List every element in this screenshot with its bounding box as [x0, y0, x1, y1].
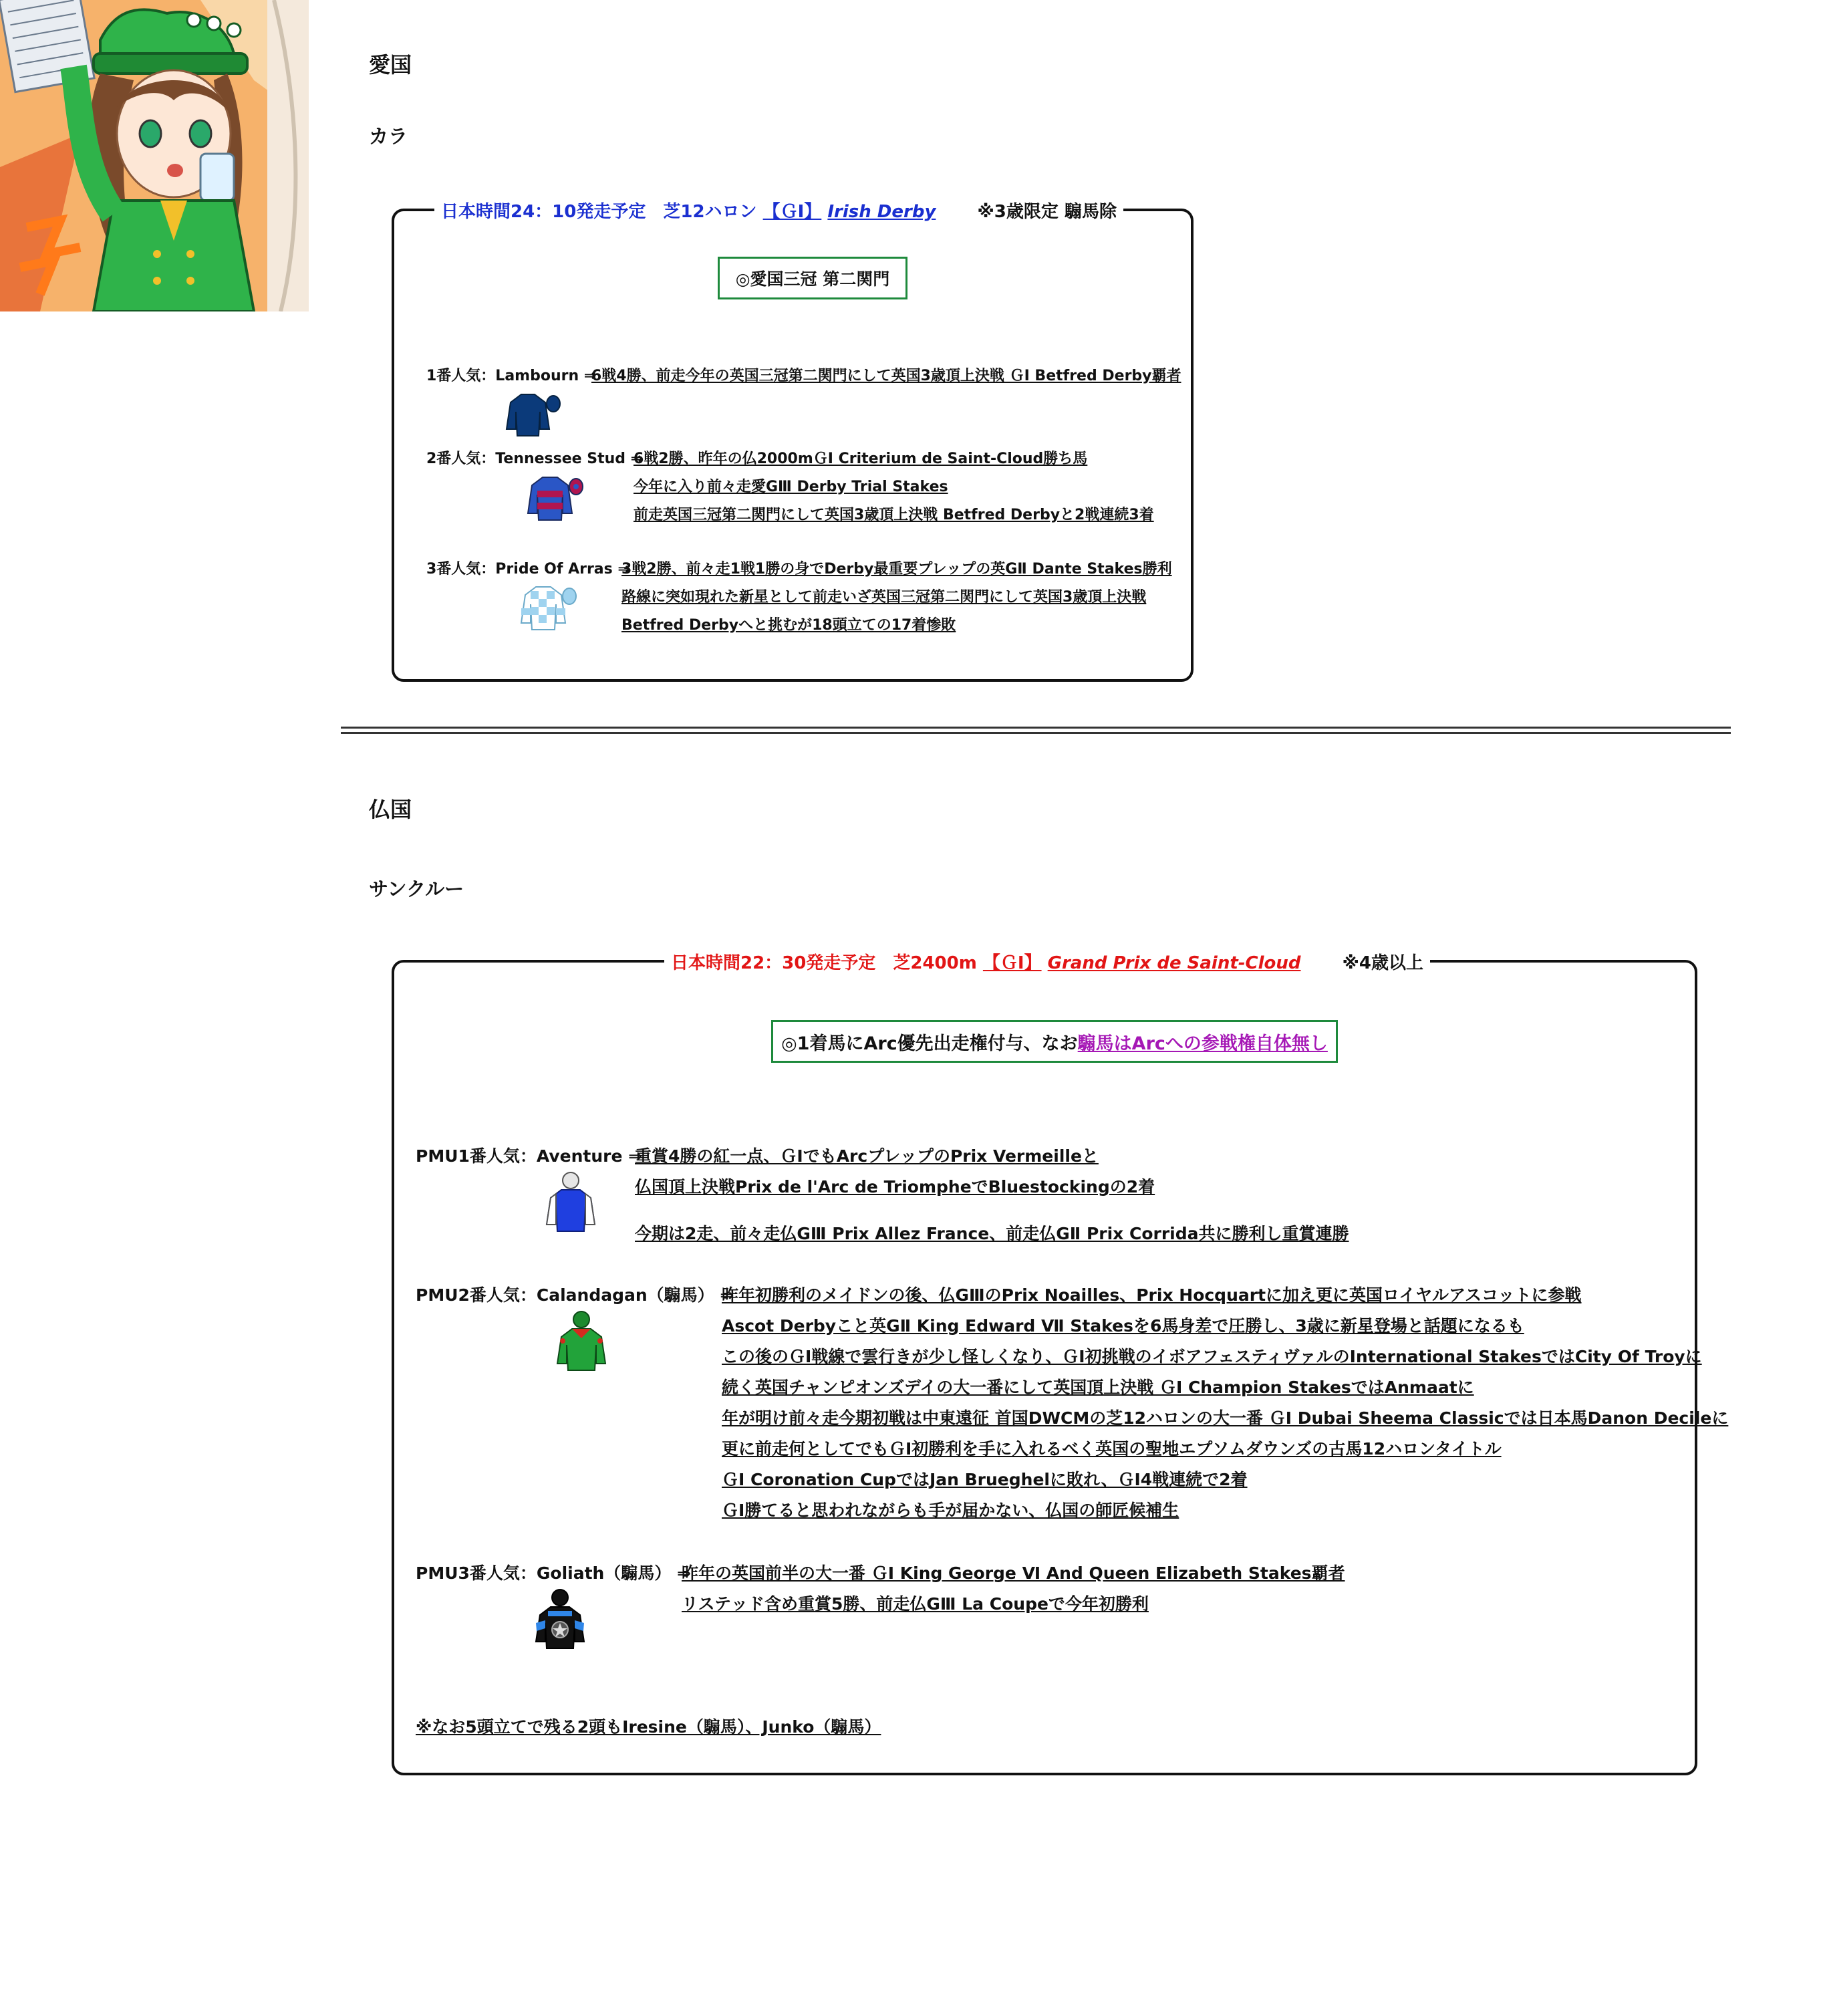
race-time: 日本時間22：30発走予定 芝2400m: [671, 953, 977, 973]
silk-green-red-icon: [553, 1310, 609, 1372]
race-footnote[interactable]: ※なお5頭立てで残る2頭もIresine（騸馬）、Junko（騸馬）: [416, 1717, 881, 1737]
silk-navy-icon: [501, 389, 561, 437]
race-condition-note: ※4歳以上: [1342, 953, 1424, 973]
race-highlight-note: [718, 257, 907, 299]
anime-girl-illustration-icon: [0, 0, 309, 311]
entry-comment-line[interactable]: ＧⅠ Coronation CupではJan Brueghelに敗れ、ＧⅠ4戦連続で2着: [722, 1470, 1248, 1489]
venue-heading-saint-cloud: サンクルー: [369, 878, 464, 900]
silk-blue-white-sleeves-icon: [543, 1171, 599, 1233]
entry-comment-line[interactable]: 続く英国チャンピオンズデイの大一番にして英国頂上決戦 ＧⅠ Champion StakesではAnmaatに: [722, 1378, 1474, 1397]
entry-comment-line[interactable]: 重賞4勝の紅一点、ＧⅠでもArcプレップのPrix Vermeilleと: [635, 1146, 1099, 1166]
race-highlight-link[interactable]: 騸馬はArcへの参戦権自体無し: [1077, 1033, 1328, 1054]
race-highlight-text: ◎愛国三冠 第二関門: [735, 269, 890, 289]
race-time: 日本時間24：10発走予定 芝12ハロン: [441, 202, 757, 222]
entry-comment-line[interactable]: この後のＧⅠ戦線で雲行きが少し怪しくなり、ＧⅠ初挑戦のイボアフェスティヴァルのInternational StakesではCity Of Troyに: [722, 1347, 1702, 1366]
country-heading-ireland: 愛国: [369, 52, 412, 78]
entry-comment-line[interactable]: 年が明け前々走今期初戦は中東遠征 首国DWCMの芝12ハロンの大一番 ＧⅠ Dubai Sheema Classicでは日本馬Danon Decileに: [722, 1408, 1729, 1428]
race-highlight-note: [771, 1020, 1338, 1063]
race-legend-irish-derby: [434, 198, 1123, 223]
entry-comment-line[interactable]: ＧⅠ勝てると思われながらも手が届かない、仏国の師匠候補生: [722, 1501, 1179, 1520]
entry-comment-line[interactable]: 今年に入り前々走愛GⅢ Derby Trial Stakes: [634, 479, 948, 495]
entry-comment-line[interactable]: リステッド含め重賞5勝、前走仏GⅢ La Coupeで今年初勝利: [682, 1594, 1149, 1614]
entry-comment-line[interactable]: 今期は2走、前々走仏GⅢ Prix Allez France、前走仏GⅡ Prix Corrida共に勝利し重賞連勝: [635, 1224, 1349, 1243]
silk-blue-maroon-hoops-icon: [523, 472, 584, 521]
entry-comment-line[interactable]: Ascot Derbyこと英GⅡ King Edward Ⅶ Stakesを6馬身差で圧勝し、3歳に新星登場と話題になるも: [722, 1316, 1524, 1336]
entry-label-lambourn: 1番人気：Lambourn ⇒: [426, 368, 597, 384]
entry-label-pride-of-arras: 3番人気：Pride Of Arras ⇒: [426, 561, 630, 578]
entry-comment-line[interactable]: 6戦2勝、昨年の仏2000mＧⅠ Criterium de Saint-Cloud勝ち馬: [634, 451, 1088, 467]
section-divider: [341, 727, 1731, 729]
race-name-link[interactable]: Irish Derby: [827, 202, 936, 222]
race-legend-grand-prix: [664, 949, 1430, 974]
entry-comment-line[interactable]: 路線に突如現れた新星として前走いざ英国三冠第二関門にして英国3歳頂上決戦: [621, 589, 1147, 606]
country-heading-france: 仏国: [369, 797, 412, 822]
race-highlight-text: ◎1着馬にArc優先出走権付与、なお: [781, 1033, 1078, 1054]
race-condition-note: ※3歳限定 騸馬除: [977, 202, 1117, 222]
entry-comment-line[interactable]: 前走英国三冠第二関門にして英国3歳頂上決戦 Betfred Derbyと2戦連続3着: [634, 507, 1154, 523]
silk-lightblue-white-check-icon: [516, 582, 577, 631]
entry-label-aventure: PMU1番人気：Aventure ⇒: [416, 1146, 643, 1166]
entry-comment-line[interactable]: Betfred Derbyへと挑むが18頭立ての17着惨敗: [621, 617, 956, 634]
entry-label-goliath: PMU3番人気：Goliath（騸馬） ⇒: [416, 1563, 692, 1583]
entry-label-calandagan: PMU2番人気：Calandagan（騸馬） ⇒: [416, 1285, 734, 1305]
entry-comment-line[interactable]: 6戦4勝、前走今年の英国三冠第二関門にして英国3歳頂上決戦 ＧⅠ Betfred Derby覇者: [591, 368, 1181, 384]
silk-black-blue-star-icon: [532, 1588, 588, 1651]
race-name-link[interactable]: Grand Prix de Saint-Cloud: [1047, 953, 1301, 973]
entry-comment-line[interactable]: 昨年の英国前半の大一番 ＧⅠ King George Ⅵ And Queen Elizabeth Stakes覇者: [682, 1563, 1345, 1583]
entry-comment-line[interactable]: 仏国頂上決戦Prix de l'Arc de TriompheでBluestockingの2着: [635, 1177, 1155, 1196]
section-divider: [341, 732, 1731, 734]
entry-comment-line[interactable]: 3戦2勝、前々走1戦1勝の身でDerby最重要プレップの英GⅡ Dante Stakes勝利: [621, 561, 1172, 578]
race-grade-link[interactable]: 【ＧⅠ】: [982, 953, 1042, 973]
venue-heading-curragh: カラ: [369, 125, 408, 148]
header-illustration: [0, 0, 309, 311]
entry-comment-line[interactable]: 更に前走何としてでもＧⅠ初勝利を手に入れるべく英国の聖地エプソムダウンズの古馬12ハロンタイトル: [722, 1439, 1502, 1459]
race-grade-link[interactable]: 【ＧⅠ】: [762, 202, 822, 222]
entry-label-tennessee-stud: 2番人気：Tennessee Stud ⇒: [426, 451, 644, 467]
entry-comment-line[interactable]: 昨年初勝利のメイドンの後、仏GⅢのPrix Noailles、Prix Hocquartに加え更に英国ロイヤルアスコットに参戦: [722, 1285, 1582, 1305]
